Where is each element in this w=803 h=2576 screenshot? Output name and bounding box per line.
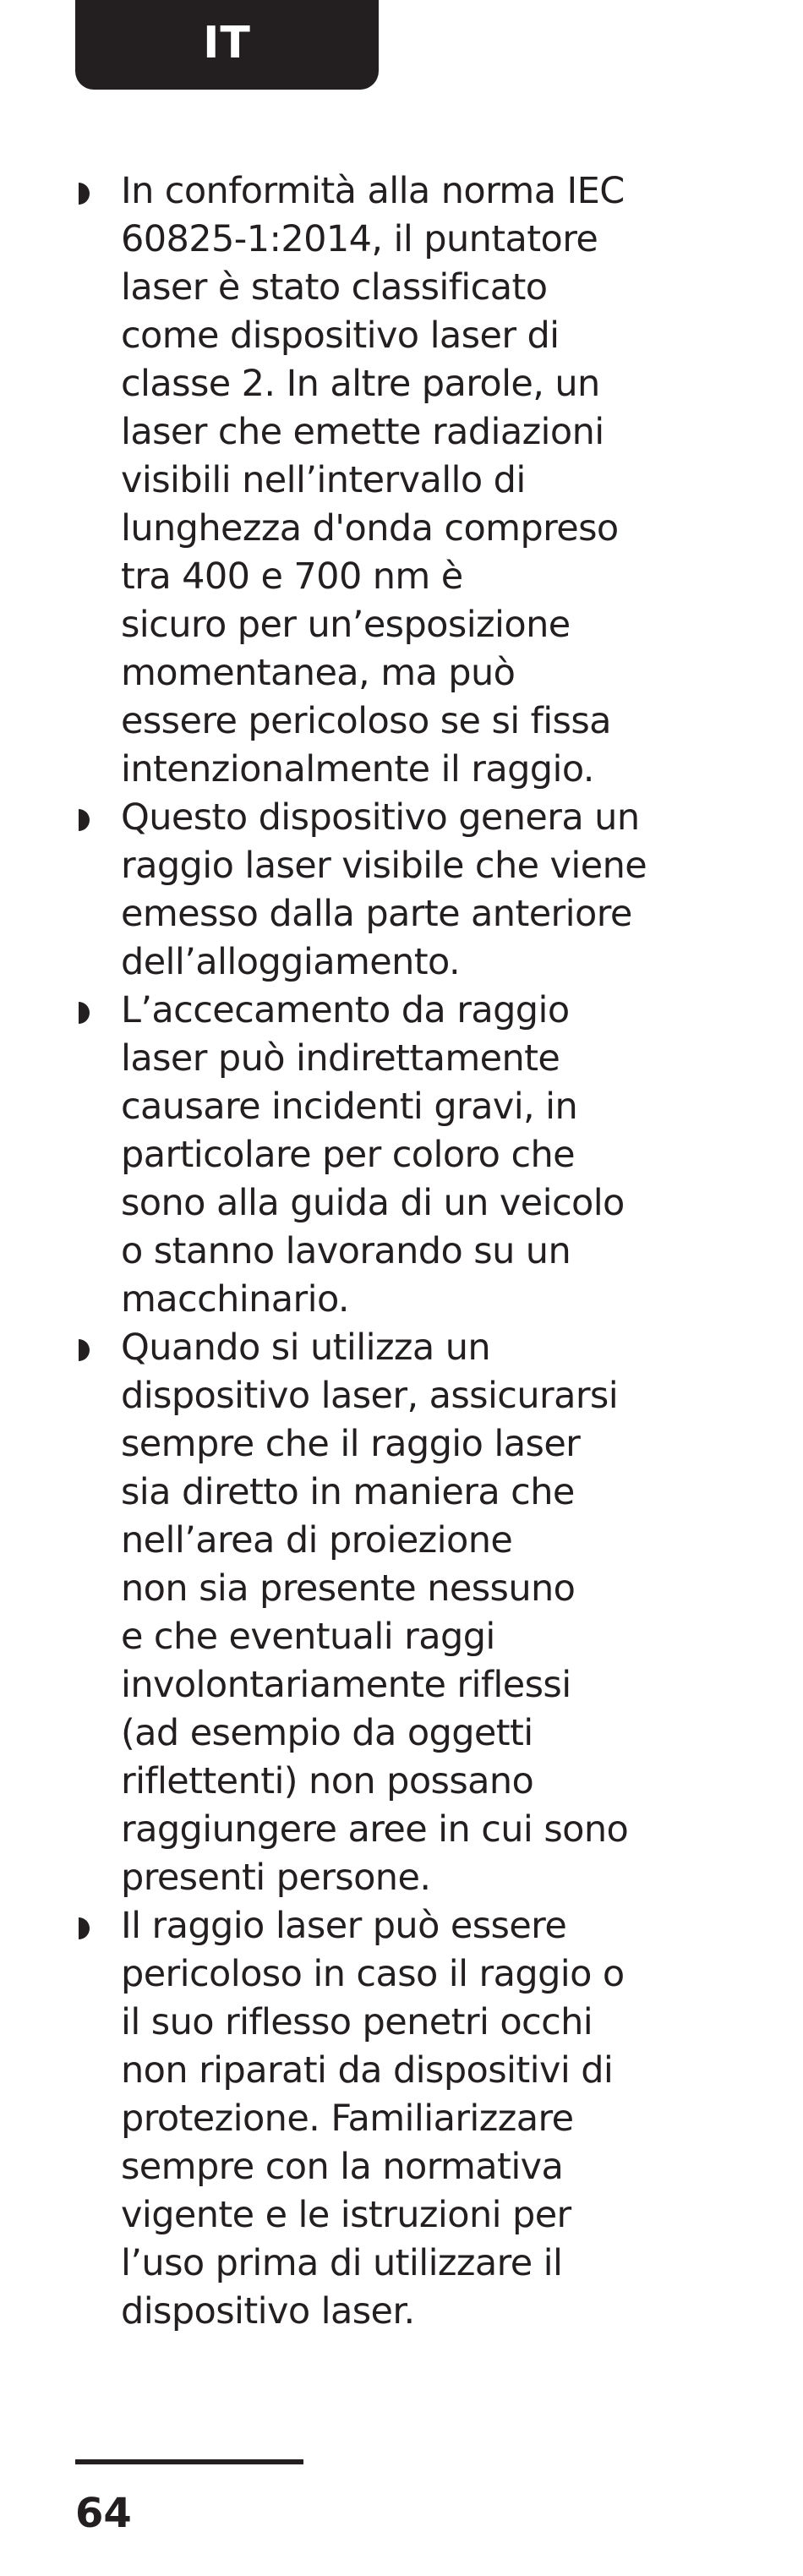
bullet-text: Quando si utilizza un dispositivo laser, assicurarsi sempre che il raggio laser sia diretto in maniera che nell’area di proiezione non sia presente nessuno e che eventuali raggi involontariamente riflessi (ad esempio da oggetti riflettenti) non possano raggiungere aree in cui sono presenti persone. xyxy=(121,1326,629,1899)
bullet-marker-icon xyxy=(79,1002,90,1024)
bullet-item xyxy=(75,1902,667,2336)
bullet-text: L’accecamento da raggio laser può indirettamente causare incidenti gravi, in particolare per coloro che sono alla guida di un veicolo o stanno lavorando su un macchinario. xyxy=(121,989,625,1321)
bullet-text: Questo dispositivo genera un raggio laser visibile che viene emesso dalla parte anteriore dell’alloggiamento. xyxy=(121,796,647,983)
bullet-item xyxy=(75,794,667,987)
bullet-marker-icon xyxy=(79,183,90,205)
language-tab xyxy=(75,0,379,90)
language-tab-label: IT xyxy=(203,18,251,68)
footer-divider xyxy=(75,2459,303,2464)
bullet-item xyxy=(75,987,667,1324)
safety-bullet-list xyxy=(75,167,667,2336)
bullet-marker-icon xyxy=(79,1339,90,1361)
page-number: 64 xyxy=(75,2490,132,2537)
bullet-marker-icon xyxy=(79,1917,90,1939)
bullet-text: Il raggio laser può essere pericoloso in caso il raggio o il suo riflesso penetri occhi non riparati da dispositivi di protezione. Familiarizzare sempre con la normativa vigente e le istruzioni per l’uso prima di utilizzare il dispositivo laser. xyxy=(121,1905,625,2333)
bullet-item xyxy=(75,167,667,794)
bullet-text: In conformità alla norma IEC 60825-1:2014, il puntatore laser è stato classificato come dispositivo laser di classe 2. In altre parole, un laser che emette radiazioni visibili nell’intervallo di lunghezza d'onda compreso tra 400 e 700 nm è sicuro per un’esposizione momentanea, ma può essere pericoloso se si fissa intenzionalmente il raggio. xyxy=(121,170,625,790)
bullet-marker-icon xyxy=(79,809,90,831)
bullet-item xyxy=(75,1324,667,1902)
